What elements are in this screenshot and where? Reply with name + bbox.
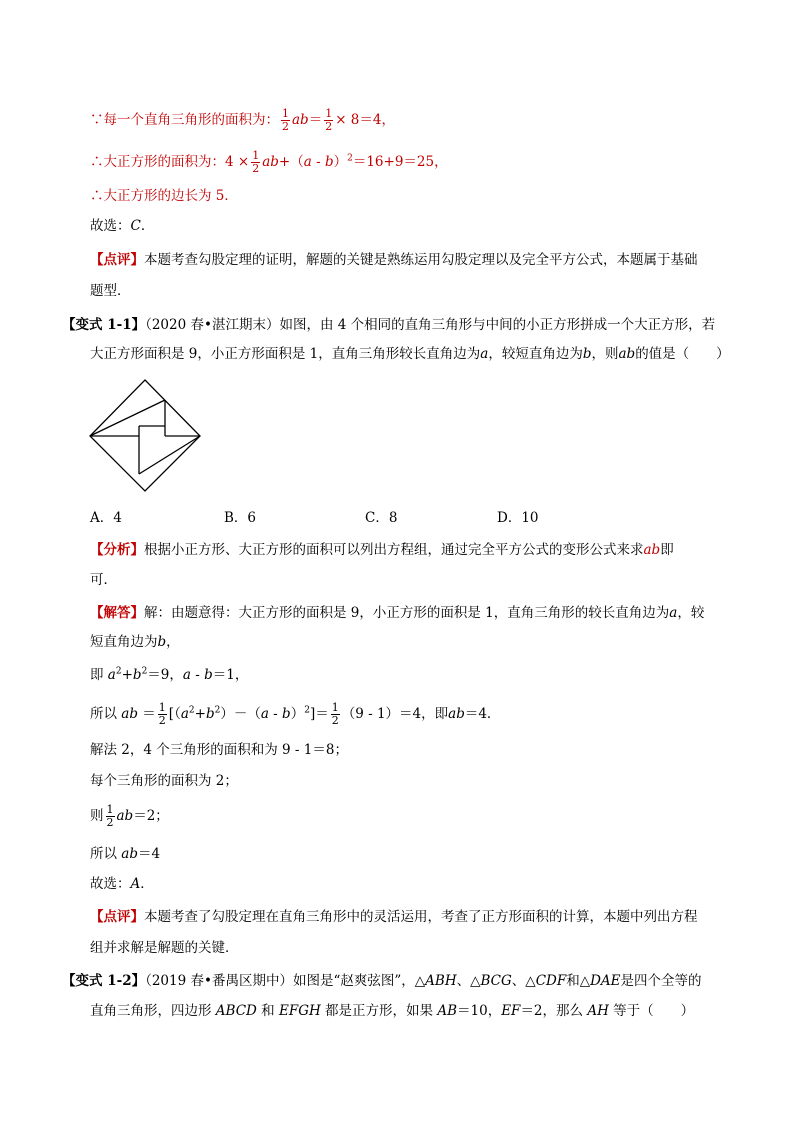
choice-c[interactable]: C．8	[365, 510, 398, 526]
triangle-edge-top	[90, 400, 165, 436]
explanation-line-3: ∴大正方形的边长为 5．	[90, 188, 238, 204]
problem-tag: 【变式 1-2】	[62, 973, 146, 989]
method2-line-4: 所以 ab＝4	[90, 846, 161, 862]
review-line-1: 【点评】本题考查勾股定理的证明，解题的关键是熟练运用勾股定理以及完全平方公式，本题属于基础	[90, 252, 698, 268]
review2-line-2: 组并求解是解题的关键．	[90, 940, 239, 956]
review-tag: 【点评】	[90, 909, 144, 925]
problem-1-1-line-2: 大正方形面积是 9，小正方形面积是 1，直角三角形较长直角边为a，较短直角边为b，则ab的值是（ ）	[90, 346, 730, 362]
pythagorean-square-figure	[88, 378, 208, 498]
review-line-2: 题型．	[90, 283, 131, 299]
method2-line-1: 解法 2，4 个三角形的面积和为 9 - 1＝8；	[90, 742, 348, 758]
method2-line-3: 则 $\frac{1}{2}$ ab＝2；	[90, 803, 169, 829]
method2-line-2: 每个三角形的面积为 2；	[90, 773, 238, 789]
choice-d[interactable]: D．10	[497, 510, 539, 526]
choice-b[interactable]: B．6	[224, 510, 257, 526]
equation-ab: 所以 ab ＝ $\frac{1}{2}$ $[(a^2+b^2)-(a - b)^2]=$ $\frac{1}{2}$ （9 - 1）＝4，即ab＝4．	[90, 701, 501, 727]
answer-line-2: 短直角边为b，	[90, 634, 180, 650]
problem-source: （2019 春•番禺区期中）	[145, 973, 293, 989]
problem-1-2-line-2: 直角三角形，四边形 ABCD 和 EFGH 都是正方形，如果 AB＝10，EF＝2，那么 AH 等于（ ）	[90, 1003, 695, 1019]
answer-pick-line: 故选：A．	[90, 876, 154, 892]
review-tag: 【点评】	[90, 252, 144, 268]
explanation-line-2: ∴大正方形的面积为：4 × $\frac{1}{2}$ ab+（a - b）$^2$＝16+9＝25，	[90, 149, 448, 175]
analysis-line-1: 【分析】根据小正方形、大正方形的面积可以列出方程组，通过完全平方公式的变形公式来求ab即	[90, 542, 674, 558]
review2-line-1: 【点评】本题考查了勾股定理在直角三角形中的灵活运用，考查了正方形面积的计算，本题中列出方程	[90, 909, 698, 925]
problem-source: （2020 春•湛江期末）	[145, 317, 280, 333]
answer-line-1: 【解答】解：由题意得：大正方形的面积是 9，小正方形的面积是 1，直角三角形的较长直角边为a，较	[90, 605, 705, 621]
choice-a[interactable]: A．4	[90, 510, 122, 526]
answer-tag: 【解答】	[90, 605, 144, 621]
problem-1-2-line-1: 【变式 1-2】（2019 春•番禺区期中）如图是“赵爽弦图”，△ABH、△BCG、△CDF和△DAE是四个全等的	[62, 973, 702, 989]
problem-tag: 【变式 1-1】	[62, 317, 146, 333]
equation-system: 即 $a^2+b^2=9$，a - b＝1，	[90, 666, 249, 683]
analysis-line-2: 可．	[90, 572, 117, 588]
problem-1-1-line-1: 【变式 1-1】（2020 春•湛江期末）如图，由 4 个相同的直角三角形与中间的小正方形拼成一个大正方形，若	[62, 317, 716, 333]
explanation-line-1: ∵每一个直角三角形的面积为： $\frac{1}{2}$ ab＝ $\frac{1}{2}$ × 8＝4，	[90, 107, 395, 133]
answer-choice-line: 故选：C．	[90, 218, 155, 234]
analysis-tag: 【分析】	[90, 542, 144, 558]
